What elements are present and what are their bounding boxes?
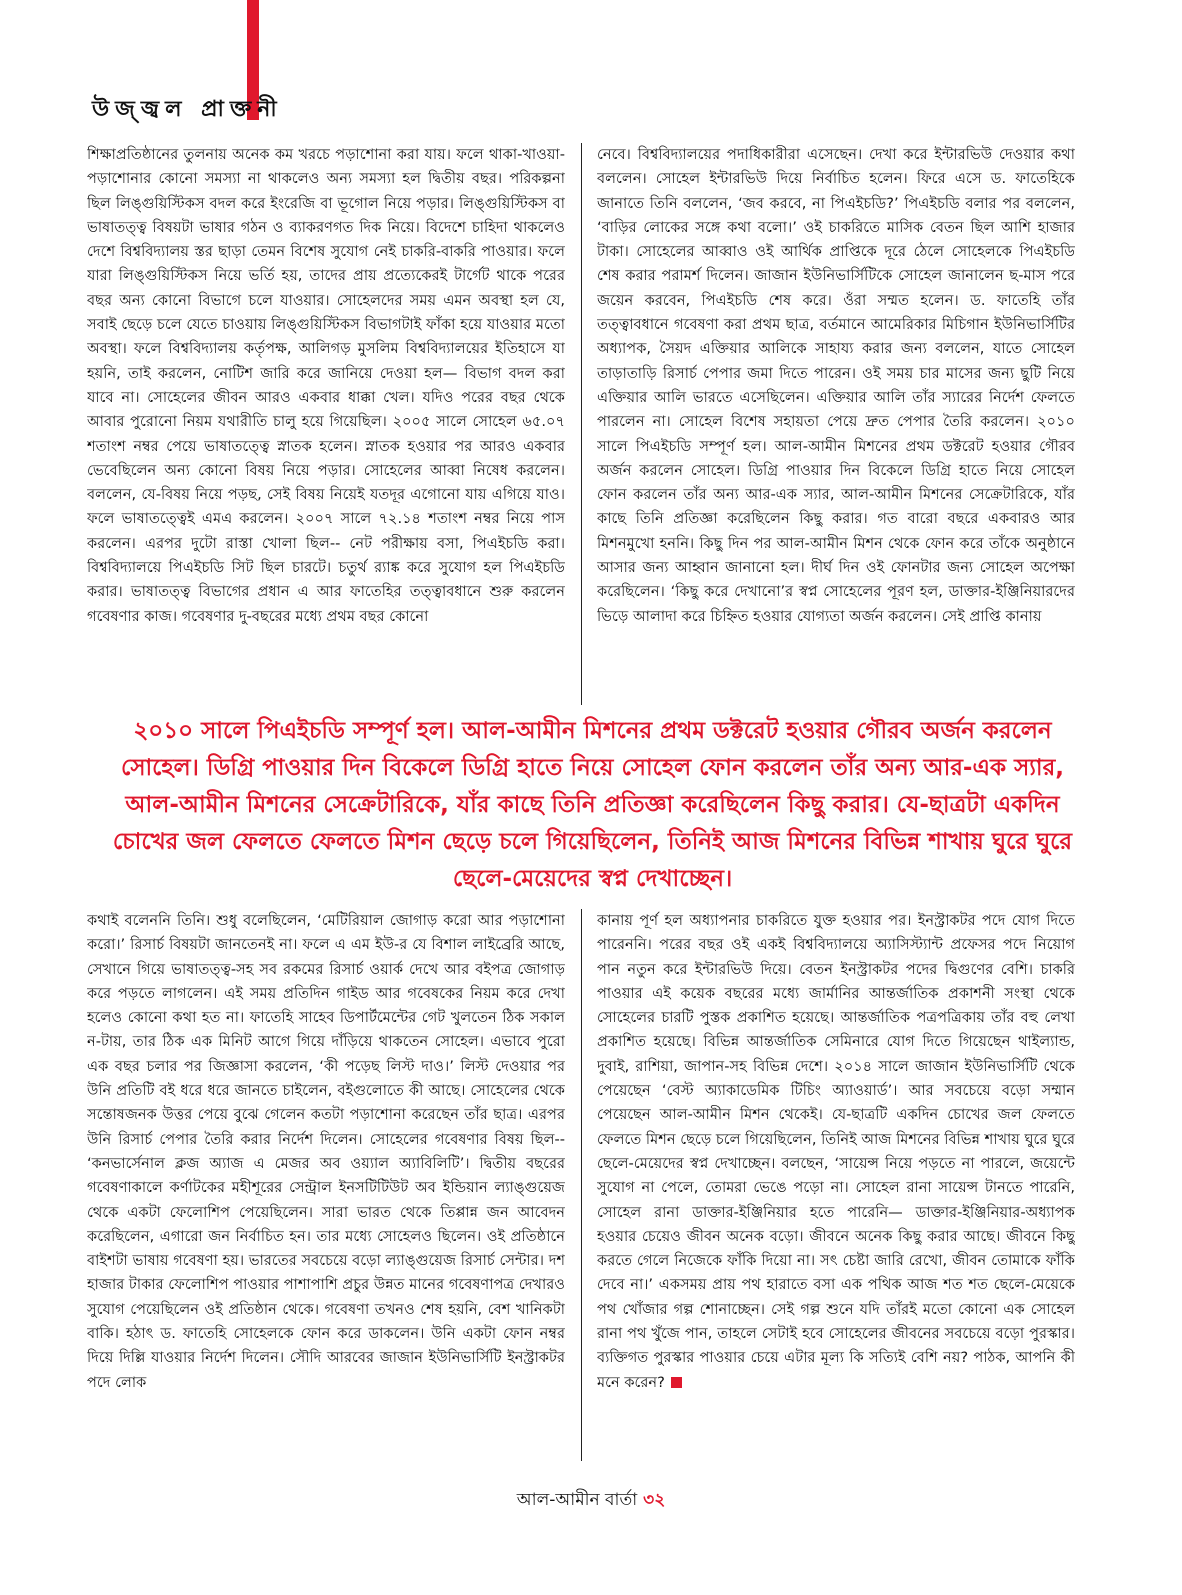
article-column-top-right xyxy=(597,143,1075,708)
article-column-top-left xyxy=(87,143,565,708)
publication-name: আল-আমীন বার্তা xyxy=(516,1490,638,1510)
paragraph xyxy=(597,909,1075,1395)
paragraph: শিক্ষাপ্রতিষ্ঠানের তুলনায় অনেক কম খরচে পড়াশোনা করা যায়। ফলে থাকা-খাওয়া-পড়াশোনার কোনো সমস্যা না থাকলেও অন্য সমস্যা হল দ্বিতীয় বছর। পরিকল্পনা ছিল লিঙ্গুয়িস্টিকস বদল করে ইংরেজি বা ভূগোল নিয়ে পড়ার। লিঙ্গুয়িস্টিকস বা ভাষাতত্ত্ব বিষয়টা ভাষার গঠন ও ব্যাকরণগত দিক নিয়ে। বিদেশে চাহিদা থাকলেও দেশে বিশ্ববিদ্যালয় স্তর ছাড়া তেমন বিশেষ সুযোগ নেই চাকরি-বাকরি পাওয়ার। ফলে যারা লিঙ্গুয়িস্টিকস নিয়ে ভর্তি হয়, তাদের প্রায় প্রত্যেকেরই টার্গেট থাকে পরের বছর অন্য কোনো বিভাগে চলে যাওয়ার। সোহেলদের সময় এমন অবস্থা হল যে, সবাই ছেড়ে চলে যেতে চাওয়ায় লিঙ্গুয়িস্টিকস বিভাগটাই ফাঁকা হয়ে যাওয়ার মতো অবস্থা। ফলে বিশ্ববিদ্যালয় কর্তৃপক্ষ, আলিগড় মুসলিম বিশ্ববিদ্যালয়ের ইতিহাসে যা হয়নি, তাই করলেন, নোটিশ জারি করে জানিয়ে দেওয়া হল— বিভাগ বদল করা যাবে না। সোহেলের জীবন আরও একবার ধাক্কা খেল। যদিও পরের বছর থেকে আবার পুরোনো নিয়ম যথারীতি চালু হয়ে গিয়েছিল। ২০০৫ সালে সোহেল ৬৫.০৭ শতাংশ নম্বর পেয়ে ভাষাতত্ত্বে স্নাতক হলেন। স্নাতক হওয়ার পর আরও একবার ভেবেছিলেন অন্য কোনো বিষয় নিয়ে পড়ার। সোহেলের আব্বা নিষেধ করলেন। বললেন, যে-বিষয় নিয়ে পড়ছ, সেই বিষয় নিয়েই যতদূর এগোনো যায় এগিয়ে যাও। ফলে ভাষাতত্ত্বেই এমএ করলেন। ২০০৭ সালে ৭২.১৪ শতাংশ নম্বর নিয়ে পাস করলেন। এরপর দুটো রাস্তা খোলা ছিল-- নেট পরীক্ষায় বসা, পিএইচডি করা। বিশ্ববিদ্যালয়ে পিএইচডি সিট ছিল চারটে। চতুর্থ র‍্যাঙ্ক করে সুযোগ হল পিএইচডি করার। ভাষাতত্ত্ব বিভাগের প্রধান এ আর ফাতেহির তত্ত্বাবধানে শুরু করলেন গবেষণার কাজ। গবেষণার দু-বছরের মধ্যে প্রথম বছর কোনো xyxy=(87,146,565,625)
page-footer xyxy=(0,1487,1182,1515)
paragraph: কথাই বলেননি তিনি। শুধু বলেছিলেন, ‘মেটিরিয়াল জোগাড় করো আর পড়াশোনা করো।’ রিসার্চ বিষয়টা জানতেনই না। ফলে এ এম ইউ-র যে বিশাল লাইব্রেরি আছে, সেখানে গিয়ে ভাষাতত্ত্ব-সহ সব রকমের রিসার্চ ওয়ার্ক দেখে আর বইপত্র জোগাড় করে পড়তে লাগলেন। এই সময় প্রতিদিন গাইড আর গবেষকের নিয়ম করে দেখা হলেও কোনো কথা হত না। ফাতেহি সাহেব ডিপার্টমেন্টের গেট খুলতেন ঠিক সকাল ন-টায়, তার ঠিক এক মিনিট আগে গিয়ে দাঁড়িয়ে থাকতেন সোহেল। এভাবে পুরো এক বছর চলার পর জিজ্ঞাসা করলেন, ‘কী পড়েছ লিস্ট দাও।’ লিস্ট দেওয়ার পর উনি প্রতিটি বই ধরে ধরে জানতে চাইলেন, বইগুলোতে কী আছে। সোহেলের থেকে সন্তোষজনক উত্তর পেয়ে বুঝে গেলেন কতটা পড়াশোনা করেছেন তাঁর ছাত্র। এরপর উনি রিসার্চ পেপার তৈরি করার নির্দেশ দিলেন। সোহেলের গবেষণার বিষয় ছিল-- ‘কনভার্সেনাল ক্লজ অ্যাজ এ মেজর অব ওয়্যাল অ্যাবিলিটি’। দ্বিতীয় বছরের গবেষণাকালে কর্ণাটকের মহীশূরের সেন্ট্রাল ইনসটিটিউট অব ইন্ডিয়ান ল্যাঙ্গুয়েজ থেকে একটা ফেলোশিপ পেয়েছিলেন। সারা ভারত থেকে তিপ্পান্ন জন আবেদন করেছিলেন, এগারো জন নির্বাচিত হন। তার মধ্যে সোহেলও ছিলেন। ওই প্রতিষ্ঠানে বাইশটা ভাষায় গবেষণা হয়। ভারতের সবচেয়ে বড়ো ল্যাঙ্গুয়েজ রিসার্চ সেন্টার। দশ হাজার টাকার ফেলোশিপ পাওয়ার পাশাপাশি প্রচুর উন্নত মানের গবেষণাপত্র দেখারও সুযোগ পেয়েছিলেন ওই প্রতিষ্ঠান থেকে। গবেষণা তখনও শেষ হয়নি, বেশ খানিকটা বাকি। হঠাৎ ড. ফাতেহি সোহেলকে ফোন করে ডাকলেন। উনি একটা ফোন নম্বর দিয়ে দিল্লি যাওয়ার নির্দেশ দিলেন। সৌদি আরবের জাজান ইউনিভার্সিটি ইনস্ট্রাকটর পদে লোক xyxy=(87,912,565,1391)
end-of-article-square-icon xyxy=(671,1377,682,1388)
paragraph: নেবে। বিশ্ববিদ্যালয়ের পদাধিকারীরা এসেছেন। দেখা করে ইন্টারভিউ দেওয়ার কথা বললেন। সোহেল ইন্টারভিউ দিয়ে নির্বাচিত হলেন। ফিরে এসে ড. ফাতেহিকে জানাতে তিনি বললেন, ‘জব করবে, না পিএইচডি?’ পিএইচডি বলার পর বললেন, ‘বাড়ির লোকের সঙ্গে কথা বলো।’ ওই চাকরিতে মাসিক বেতন ছিল আশি হাজার টাকা। সোহেলের আব্বাও ওই আর্থিক প্রাপ্তিকে দূরে ঠেলে সোহেলকে পিএইচডি শেষ করার পরামর্শ দিলেন। জাজান ইউনিভার্সিটিকে সোহেল জানালেন ছ-মাস পরে জয়েন করবেন, পিএইচডি শেষ করে। ওঁরা সম্মত হলেন। ড. ফাতেহি তাঁর তত্ত্বাবধানে গবেষণা করা প্রথম ছাত্র, বর্তমানে আমেরিকার মিচিগান ইউনিভার্সিটির অধ্যাপক, সৈয়দ এক্তিয়ার আলিকে সাহায্য করার জন্য বললেন, যাতে সোহেল তাড়াতাড়ি রিসার্চ পেপার জমা দিতে পারেন। ওই সময় চার মাসের জন্য ছুটি নিয়ে এক্তিয়ার আলি ভারতে এসেছিলেন। এক্তিয়ার আলি তাঁর স্যারের নির্দেশ ফেলতে পারলেন না। সোহেল বিশেষ সহায়তা পেয়ে দ্রুত পেপার তৈরি করলেন। ২০১০ সালে পিএইচডি সম্পূর্ণ হল। আল-আমীন মিশনের প্রথম ডক্টরেট হওয়ার গৌরব অর্জন করলেন সোহেল। ডিগ্রি পাওয়ার দিন বিকেলে ডিগ্রি হাতে নিয়ে সোহেল ফোন করলেন তাঁর অন্য আর-এক স্যার, আল-আমীন মিশনের সেক্রেটারিকে, যাঁর কাছে তিনি প্রতিজ্ঞা করেছিলেন কিছু করার। গত বারো বছরে একবারও আর মিশনমুখো হননি। কিছু দিন পর আল-আমীন মিশন থেকে ফোন করে তাঁকে অনুষ্ঠানে আসার জন্য আহ্বান জানানো হল। দীর্ঘ দিন ওই ফোনটার জন্য সোহেল অপেক্ষা করেছিলেন। ‘কিছু করে দেখানো’র স্বপ্ন সোহেলের পূরণ হল, ডাক্তার-ইঞ্জিনিয়ারদের ভিড়ে আলাদা করে চিহ্নিত হওয়ার যোগ্যতা অর্জন করলেন। সেই প্রাপ্তি কানায় xyxy=(597,146,1075,625)
article-column-bottom-right xyxy=(597,909,1075,1464)
column-divider xyxy=(581,143,582,705)
pull-quote-text: ২০১০ সালে পিএইচডি সম্পূর্ণ হল। আল-আমীন মিশনের প্রথম ডক্টরেট হওয়ার গৌরব অর্জন করলেন সোহেল। ডিগ্রি পাওয়ার দিন বিকেলে ডিগ্রি হাতে নিয়ে সোহেল ফোন করলেন তাঁর অন্য আর-এক স্যার, আল-আমীন মিশনের সেক্রেটারিকে, যাঁর কাছে তিনি প্রতিজ্ঞা করেছিলেন কিছু করার। যে-ছাত্রটা একদিন চোখের জল ফেলতে ফেলতে মিশন ছেড়ে চলে গিয়েছিলেন, তিনিই আজ মিশনের বিভিন্ন শাখায় ঘুরে ঘুরে ছেলে-মেয়েদের স্বপ্ন দেখাচ্ছেন। xyxy=(112,718,1073,892)
pull-quote xyxy=(95,713,1090,903)
paragraph-text: কানায় পূর্ণ হল অধ্যাপনার চাকরিতে যুক্ত হওয়ার পর। ইনস্ট্রাকটর পদে যোগ দিতে পারেননি। পরের বছর ওই একই বিশ্ববিদ্যালয়ে অ্যাসিস্ট্যান্ট প্রফেসর পদে নিয়োগ পান নতুন করে ইন্টারভিউ দিয়ে। বেতন ইনস্ট্রাকটর পদের দ্বিগুণের বেশি। চাকরি পাওয়ার এই কয়েক বছরের মধ্যে জার্মানির আন্তর্জাতিক প্রকাশনী সংস্থা থেকে সোহেলের চারটি পুস্তক প্রকাশিত হয়েছে। আন্তর্জাতিক পত্রপত্রিকায় তাঁর বহু লেখা প্রকাশিত হয়েছে। বিভিন্ন আন্তর্জাতিক সেমিনারে যোগ দিতে গিয়েছেন থাইল্যান্ড, দুবাই, রাশিয়া, জাপান-সহ বিভিন্ন দেশে। ২০১৪ সালে জাজান ইউনিভার্সিটি থেকে পেয়েছেন ‘বেস্ট অ্যাকাডেমিক টিচিং অ্যাওয়ার্ড’। আর সবচেয়ে বড়ো সম্মান পেয়েছেন আল-আমীন মিশন থেকেই। যে-ছাত্রটি একদিন চোখের জল ফেলতে ফেলতে মিশন ছেড়ে চলে গিয়েছিলেন, তিনিই আজ মিশনের বিভিন্ন শাখায় ঘুরে ঘুরে ছেলে-মেয়েদের স্বপ্ন দেখাচ্ছেন। বলছেন, ‘সায়েন্স নিয়ে পড়তে না পারলে, জয়েন্টে সুযোগ না পেলে, তোমরা ভেঙে পড়ো না। সোহেল রানা সায়েন্স টানতে পারেনি, সোহেল রানা ডাক্তার-ইঞ্জিনিয়ার হতে পারেনি— ডাক্তার-ইঞ্জিনিয়ার-অধ্যাপক হওয়ার চেয়েও জীবন অনেক বড়ো। জীবনে অনেক কিছু করার আছে। জীবনে কিছু করতে গেলে নিজেকে ফাঁকি দিয়ো না। সৎ চেষ্টা জারি রেখো, জীবন তোমাকে ফাঁকি দেবে না।’ একসময় প্রায় পথ হারাতে বসা এক পথিক আজ শত শত ছেলে-মেয়েকে পথ খোঁজার গল্প শোনাচ্ছেন। সেই গল্প শুনে যদি তাঁরই মতো কোনো এক সোহেল রানা পথ খুঁজে পান, তাহলে সেটাই হবে সোহেলের জীবনের সবচেয়ে বড়ো পুরস্কার। ব্যক্তিগত পুরস্কার পাওয়ার চেয়ে এটার মূল্য কি সত্যিই বেশি নয়? পাঠক, আপনি কী মনে করেন? xyxy=(597,912,1075,1391)
page-number: ৩২ xyxy=(643,1490,666,1510)
article-column-bottom-left xyxy=(87,909,565,1464)
column-divider xyxy=(581,909,582,1461)
section-label: উজ্জ্বল প্রাক্তনী xyxy=(92,97,283,122)
